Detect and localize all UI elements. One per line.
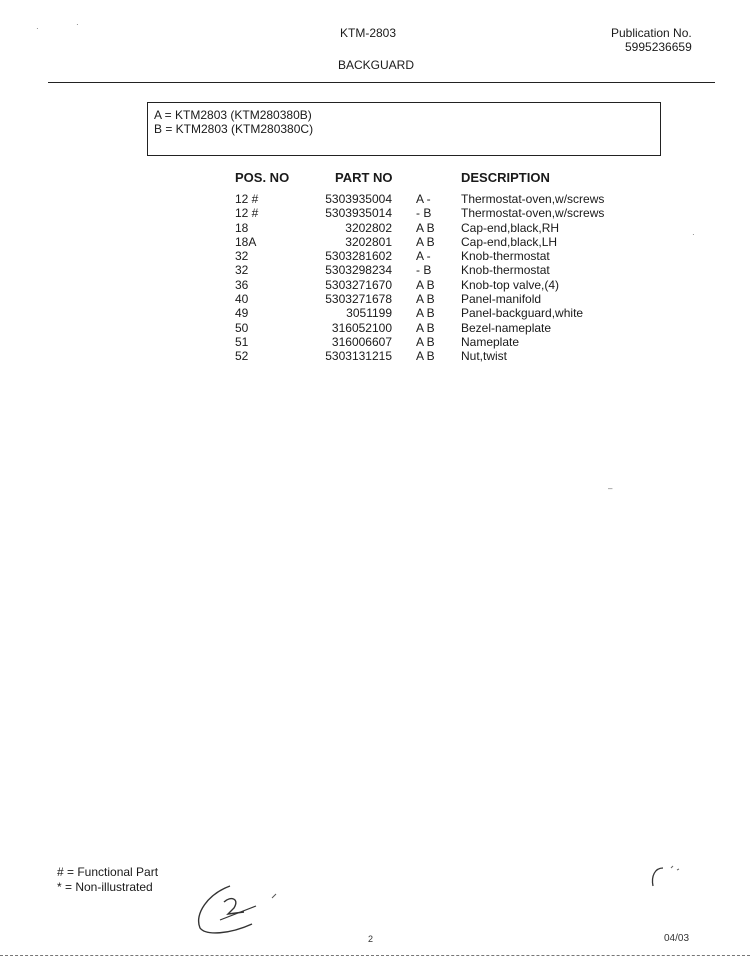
model-code-cell: - B [416, 263, 432, 278]
model-code-cell: A B [416, 234, 435, 249]
column-header-part: PART NO [335, 170, 393, 185]
part-cell: 3202801 [345, 234, 392, 249]
model-code-cell: A - [416, 192, 431, 206]
description-cell: Panel-backguard,white [461, 306, 584, 321]
pos-cell: 32 [235, 263, 249, 278]
model-title: KTM-2803 [340, 26, 397, 40]
table-row [0, 335, 750, 349]
part-cell: 5303271670 [325, 277, 392, 292]
model-code-cell: A B [416, 320, 435, 335]
part-cell: 3051199 [346, 306, 392, 321]
part-cell: 5303281602 [325, 249, 392, 264]
section-title: BACKGUARD [338, 58, 415, 72]
scan-speck: · [692, 230, 695, 239]
part-cell: 3202802 [345, 220, 392, 235]
table-row [0, 221, 750, 235]
table-row [0, 263, 750, 277]
part-cell: 5303935014 [325, 206, 392, 221]
model-code-cell: A B [416, 292, 435, 307]
model-code-cell: A B [416, 306, 435, 321]
pos-cell: 52 [235, 349, 249, 364]
legend-non-illustrated: * = Non-illustrated [57, 880, 153, 894]
table-row [0, 306, 750, 320]
model-code-cell: A B [416, 277, 435, 292]
pos-cell: 12 # [235, 192, 259, 206]
part-cell: 316006607 [331, 334, 392, 349]
table-row [0, 321, 750, 335]
description-cell: Cap-end,black,RH [461, 220, 560, 235]
table-row [0, 292, 750, 306]
table-row [0, 278, 750, 292]
description-cell: Bezel-nameplate [461, 320, 552, 335]
part-cell: 5303271678 [325, 292, 392, 307]
table-row [0, 235, 750, 249]
parts-table [0, 192, 750, 364]
pos-cell: 40 [235, 292, 249, 307]
table-row [0, 206, 750, 220]
table-row [0, 349, 750, 363]
column-header-description: DESCRIPTION [461, 170, 550, 185]
model-b-line: B = KTM2803 (KTM280380C) [154, 122, 314, 136]
bottom-edge-rule [0, 955, 750, 956]
table-row [0, 192, 750, 206]
pos-cell: 18A [235, 234, 257, 249]
publication-number: 5995236659 [625, 40, 692, 54]
description-cell: Cap-end,black,LH [461, 234, 558, 249]
column-header-pos: POS. NO [235, 170, 290, 185]
model-code-cell: A B [416, 220, 435, 235]
header-rule [48, 82, 715, 83]
description-cell: Knob-top valve,(4) [461, 277, 560, 292]
model-code-cell: A B [416, 334, 435, 349]
part-cell: 5303131215 [325, 349, 392, 364]
model-code-cell: - B [416, 206, 432, 221]
scan-speck: · [76, 20, 79, 29]
pos-cell: 12 # [235, 206, 259, 221]
part-cell: 5303935004 [325, 192, 392, 206]
part-cell: 316052100 [331, 320, 392, 335]
model-code-cell: A - [416, 249, 431, 264]
legend-functional-part: # = Functional Part [57, 865, 159, 879]
description-cell: Panel-manifold [461, 292, 542, 307]
description-cell: Nut,twist [461, 349, 508, 364]
handwritten-mark [645, 862, 685, 892]
pos-cell: 18 [235, 220, 249, 235]
handwritten-page-mark [190, 880, 290, 940]
description-cell: Thermostat-oven,w/screws [461, 192, 605, 206]
pos-cell: 50 [235, 320, 249, 335]
description-cell: Nameplate [461, 334, 520, 349]
description-cell: Thermostat-oven,w/screws [461, 206, 605, 221]
footer-date: 04/03 [664, 933, 690, 944]
scan-speck: – [608, 484, 613, 493]
scan-speck: · [36, 24, 39, 33]
pos-cell: 51 [235, 334, 249, 349]
pos-cell: 36 [235, 277, 249, 292]
table-row [0, 249, 750, 263]
pos-cell: 32 [235, 249, 249, 264]
model-a-line: A = KTM2803 (KTM280380B) [154, 108, 312, 122]
page-mark: 2 [368, 934, 374, 944]
part-cell: 5303298234 [325, 263, 392, 278]
description-cell: Knob-thermostat [461, 249, 550, 264]
pos-cell: 49 [235, 306, 249, 321]
model-legend-box [147, 102, 661, 156]
description-cell: Knob-thermostat [461, 263, 550, 278]
model-code-cell: A B [416, 349, 435, 364]
publication-label: Publication No. [611, 26, 692, 40]
